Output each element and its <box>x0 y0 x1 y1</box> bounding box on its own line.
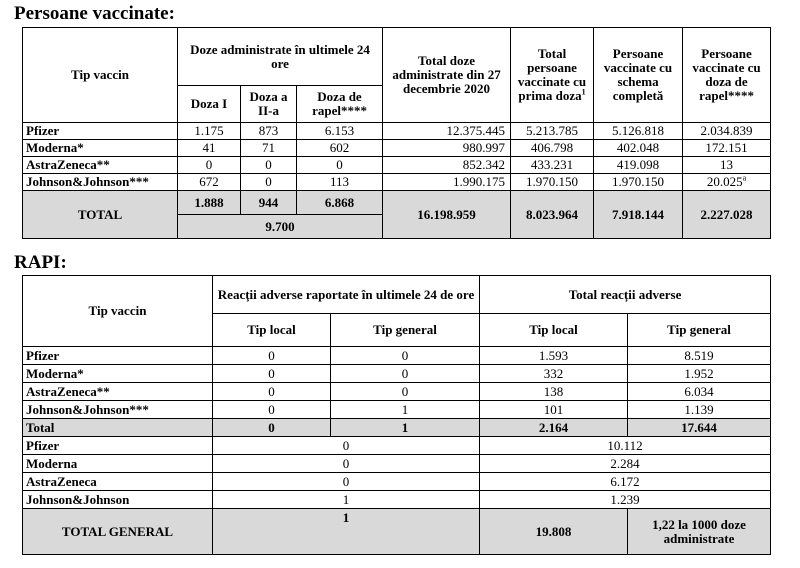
summary-row <box>23 437 771 455</box>
cell-total-sum: 2.284 <box>480 455 771 473</box>
cell-total: 980.997 <box>383 140 511 157</box>
cell-d1: 1.175 <box>178 123 241 140</box>
cell-total-sum: 10.112 <box>480 437 771 455</box>
vaccinated-table <box>22 27 771 239</box>
cell-prima: 406.798 <box>511 140 594 157</box>
cell-d2: 0 <box>241 157 297 174</box>
summary-row <box>23 473 771 491</box>
total-local-24h: 0 <box>213 419 331 437</box>
cell-schema: 419.098 <box>594 157 683 174</box>
table-row <box>23 383 771 401</box>
header-total-doze: Total doze administrate din 27 decembrie 2020 <box>383 28 511 123</box>
cell-prima: 5.213.785 <box>511 123 594 140</box>
cell-rapel: 0 <box>297 157 383 174</box>
cell-rapel-pers: 172.151 <box>683 140 771 157</box>
cell-local-24h: 0 <box>213 401 331 419</box>
summary-row <box>23 455 771 473</box>
total-d2: 944 <box>241 191 297 215</box>
cell-general-total: 1.139 <box>628 401 771 419</box>
total-general-24h: 1 <box>331 419 480 437</box>
header-doza-2: Doza a II-a <box>241 86 297 123</box>
row-name: Pfizer <box>23 437 213 455</box>
header-doze-24h: Doze administrate în ultimele 24 ore <box>178 28 383 86</box>
total-rapel-pers: 2.227.028 <box>683 191 771 239</box>
cell-general-24h: 0 <box>331 347 480 365</box>
grand-total-row <box>23 509 771 555</box>
header-total-reactii: Total reacții adverse <box>480 276 771 314</box>
cell-prima: 1.970.150 <box>511 174 594 191</box>
cell-rapel: 6.153 <box>297 123 383 140</box>
cell-prima: 433.231 <box>511 157 594 174</box>
row-name: Johnson&Johnson <box>23 491 213 509</box>
rapi-table <box>22 275 771 555</box>
cell-24h-sum: 0 <box>213 473 480 491</box>
table-row <box>23 123 771 140</box>
header-general-total: Tip general <box>628 314 771 347</box>
cell-local-total: 101 <box>480 401 628 419</box>
header-local-24h: Tip local <box>213 314 331 347</box>
cell-local-total: 332 <box>480 365 628 383</box>
cell-schema: 1.970.150 <box>594 174 683 191</box>
cell-24h-sum: 0 <box>213 437 480 455</box>
header-reactii-24h: Reacții adverse raportate în ultimele 24 de ore <box>213 276 480 314</box>
cell-schema: 402.048 <box>594 140 683 157</box>
row-name: Moderna* <box>23 140 178 157</box>
row-name: Moderna* <box>23 365 213 383</box>
cell-total: 1.990.175 <box>383 174 511 191</box>
row-name: Moderna <box>23 455 213 473</box>
total-24h-sum: 9.700 <box>178 215 383 239</box>
cell-general-24h: 0 <box>331 383 480 401</box>
header-tip-vaccin: Tip vaccin <box>23 28 178 123</box>
total-row <box>23 191 771 215</box>
cell-rapel: 602 <box>297 140 383 157</box>
header-doza-1: Doza I <box>178 86 241 123</box>
table-row <box>23 140 771 157</box>
row-name: Pfizer <box>23 123 178 140</box>
cell-general-total: 1.952 <box>628 365 771 383</box>
total-prima: 8.023.964 <box>511 191 594 239</box>
summary-row <box>23 491 771 509</box>
cell-24h-sum: 1 <box>213 491 480 509</box>
cell-local-24h: 0 <box>213 365 331 383</box>
cell-local-24h: 0 <box>213 383 331 401</box>
cell-rapel: 113 <box>297 174 383 191</box>
cell-total: 12.375.445 <box>383 123 511 140</box>
cell-total: 852.342 <box>383 157 511 174</box>
cell-rapel-pers: 20.025$^a$ <box>683 174 771 191</box>
table-row <box>23 174 771 191</box>
cell-d1: 0 <box>178 157 241 174</box>
row-name: Johnson&Johnson*** <box>23 401 213 419</box>
total-doze: 16.198.959 <box>383 191 511 239</box>
cell-general-24h: 0 <box>331 365 480 383</box>
row-name: Johnson&Johnson*** <box>23 174 178 191</box>
total-general-total: 17.644 <box>628 419 771 437</box>
grand-total-24h: 1 <box>213 509 480 555</box>
grand-total-rate: 1,22 la 1000 doze administrate <box>628 509 771 555</box>
cell-local-total: 138 <box>480 383 628 401</box>
total-d1: 1.888 <box>178 191 241 215</box>
cell-rapel-pers: 2.034.839 <box>683 123 771 140</box>
cell-general-24h: 1 <box>331 401 480 419</box>
total-schema: 7.918.144 <box>594 191 683 239</box>
cell-total-sum: 6.172 <box>480 473 771 491</box>
table-row <box>23 347 771 365</box>
cell-d1: 41 <box>178 140 241 157</box>
cell-total-sum: 1.239 <box>480 491 771 509</box>
grand-total-label: TOTAL GENERAL <box>23 509 213 555</box>
table-row <box>23 401 771 419</box>
total-label: TOTAL <box>23 191 178 239</box>
row-name: Pfizer <box>23 347 213 365</box>
total-local-total: 2.164 <box>480 419 628 437</box>
cell-d2: 873 <box>241 123 297 140</box>
cell-local-24h: 0 <box>213 347 331 365</box>
grand-total-value: 19.808 <box>480 509 628 555</box>
rapi-title: RAPI: <box>14 252 67 273</box>
table-row <box>23 365 771 383</box>
cell-general-total: 6.034 <box>628 383 771 401</box>
table-row <box>23 157 771 174</box>
cell-general-total: 8.519 <box>628 347 771 365</box>
cell-d1: 672 <box>178 174 241 191</box>
header-schema-completa: Persoane vaccinate cu schema completă <box>594 28 683 123</box>
header-doza-rapel: Persoane vaccinate cu doza de rapel**** <box>683 28 771 123</box>
total-label: Total <box>23 419 213 437</box>
cell-24h-sum: 0 <box>213 455 480 473</box>
cell-d2: 71 <box>241 140 297 157</box>
row-name: AstraZeneca <box>23 473 213 491</box>
header-prima-doza: Total persoane vaccinate cu prima doza$^1$ <box>511 28 594 123</box>
row-name: AstraZeneca** <box>23 383 213 401</box>
cell-local-total: 1.593 <box>480 347 628 365</box>
header-doza-rapel-24h: Doza de rapel**** <box>297 86 383 123</box>
row-name: AstraZeneca** <box>23 157 178 174</box>
total-rapel: 6.868 <box>297 191 383 215</box>
cell-rapel-pers: 13 <box>683 157 771 174</box>
header-tip-vaccin: Tip vaccin <box>23 276 213 347</box>
vaccinated-title: Persoane vaccinate: <box>14 3 175 24</box>
header-local-total: Tip local <box>480 314 628 347</box>
total-row <box>23 419 771 437</box>
header-general-24h: Tip general <box>331 314 480 347</box>
cell-schema: 5.126.818 <box>594 123 683 140</box>
cell-d2: 0 <box>241 174 297 191</box>
